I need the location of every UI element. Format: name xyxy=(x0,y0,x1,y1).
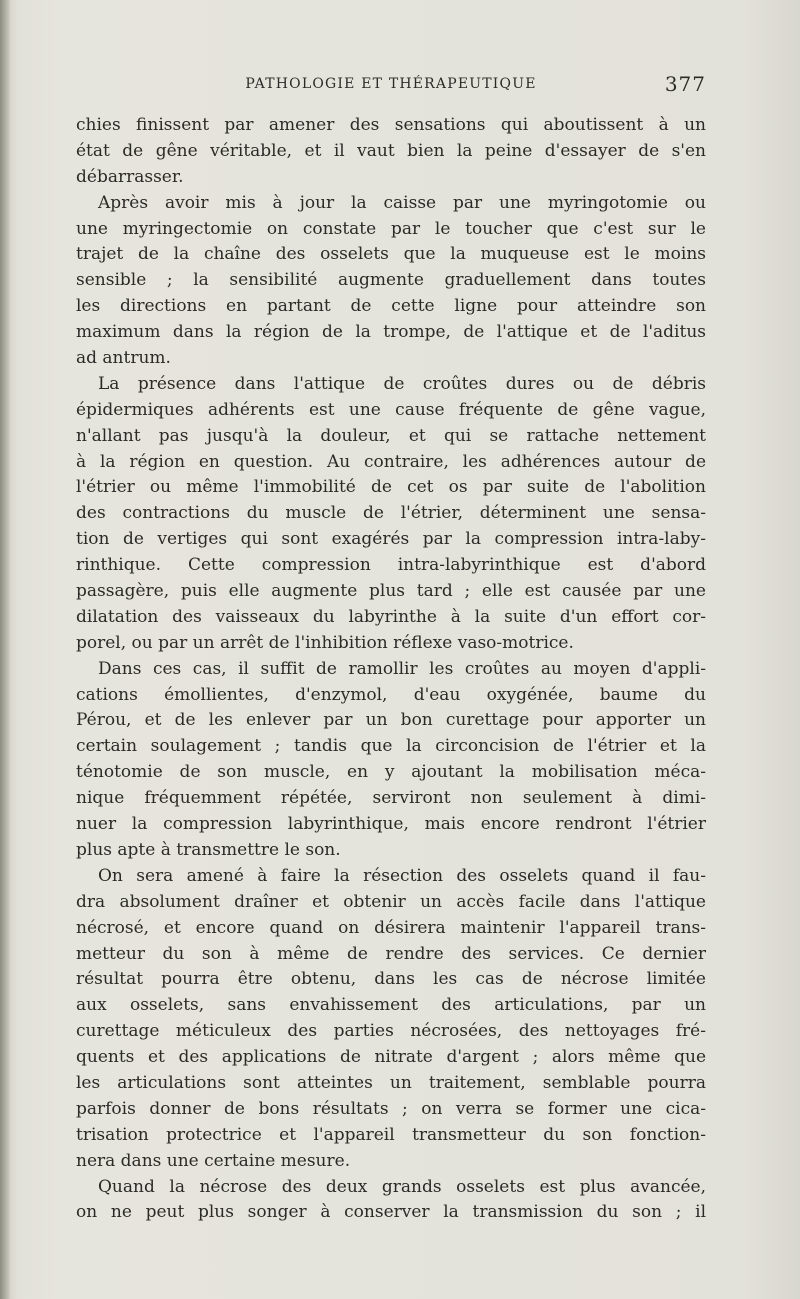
text-line: Pérou, et de les enlever par un bon curettage pour apporter un xyxy=(76,710,706,731)
text-line: débarrasser. xyxy=(76,166,184,187)
text-line: une myringectomie on constate par le toucher que c'est sur le xyxy=(76,218,706,239)
text-line: à la région en question. Au contraire, les adhérences autour de xyxy=(76,451,706,472)
text-line: nécrosé, et encore quand on désirera maintenir l'appareil trans- xyxy=(76,917,706,938)
paragraph xyxy=(76,113,706,191)
text-line: des contractions du muscle de l'étrier, déterminent une sensa- xyxy=(76,503,706,524)
text-line: nera dans une certaine mesure. xyxy=(76,1150,351,1171)
text-line: cations émollientes, d'enzymol, d'eau oxygénée, baume du xyxy=(76,684,706,705)
text-line: On sera amené à faire la résection des osselets quand il fau- xyxy=(98,865,706,886)
text-line: épidermiques adhérents est une cause fréquente de gêne vague, xyxy=(76,399,706,420)
text-line: chies finissent par amener des sensations qui aboutissent à un xyxy=(76,115,706,135)
text-line: ténotomie de son muscle, en y ajoutant la mobilisation méca- xyxy=(76,762,706,783)
paragraph xyxy=(76,864,706,1175)
text-line: La présence dans l'attique de croûtes dures ou de débris xyxy=(98,373,706,394)
running-title: PATHOLOGIE ET THÉRAPEUTIQUE xyxy=(245,76,537,92)
text-line: rinthique. Cette compression intra-labyrinthique est d'abord xyxy=(76,555,706,576)
text-line: plus apte à transmettre le son. xyxy=(76,839,341,860)
text-line: Quand la nécrose des deux grands osselets est plus avancée, xyxy=(98,1176,706,1197)
text-line: état de gêne véritable, et il vaut bien la peine d'essayer de s'en xyxy=(76,140,706,161)
paragraph xyxy=(76,657,706,864)
paragraph xyxy=(76,191,706,372)
text-line: les articulations sont atteintes un traitement, semblable pourra xyxy=(76,1072,706,1093)
text-line: n'allant pas jusqu'à la douleur, et qui se rattache nettement xyxy=(76,425,706,446)
text-line: curettage méticuleux des parties nécrosées, des nettoyages fré- xyxy=(76,1021,706,1042)
text-line: nuer la compression labyrinthique, mais encore rendront l'étrier xyxy=(76,814,706,835)
text-line: Après avoir mis à jour la caisse par une myringotomie ou xyxy=(98,192,706,213)
text-line: on ne peut plus songer à conserver la transmission du son ; il xyxy=(76,1202,706,1223)
text-line: dra absolument draîner et obtenir un accès facile dans l'attique xyxy=(76,891,706,912)
text-line: passagère, puis elle augmente plus tard ; elle est causée par une xyxy=(76,581,706,602)
text-line: certain soulagement ; tandis que la circoncision de l'étrier et la xyxy=(76,736,706,757)
text-line: trisation protectrice et l'appareil transmetteur du son fonction- xyxy=(76,1124,706,1145)
text-line: aux osselets, sans envahissement des articulations, par un xyxy=(76,995,706,1016)
text-line: les directions en partant de cette ligne pour atteindre son xyxy=(76,296,706,317)
page-binding-edge xyxy=(0,0,10,1299)
paragraph xyxy=(76,372,706,657)
text-line: dilatation des vaisseaux du labyrinthe à la suite d'un effort cor- xyxy=(76,606,706,627)
text-line: metteur du son à même de rendre des services. Ce dernier xyxy=(76,943,706,964)
text-line: nique fréquemment répétée, serviront non seulement à dimi- xyxy=(76,788,706,809)
text-line: trajet de la chaîne des osselets que la muqueuse est le moins xyxy=(76,244,706,265)
text-line: Dans ces cas, il suffit de ramollir les croûtes au moyen d'appli- xyxy=(98,658,706,679)
text-line: parfois donner de bons résultats ; on verra se former une cica- xyxy=(76,1098,706,1119)
text-line: maximum dans la région de la trompe, de l'attique et de l'aditus xyxy=(76,322,706,343)
text-line: porel, ou par un arrêt de l'inhibition réflexe vaso-motrice. xyxy=(76,632,574,653)
text-line: sensible ; la sensibilité augmente graduellement dans toutes xyxy=(76,270,706,291)
page-header xyxy=(76,72,706,100)
text-line: l'étrier ou même l'immobilité de cet os par suite de l'abolition xyxy=(76,477,706,498)
paragraph xyxy=(76,1175,706,1227)
text-line: ad antrum. xyxy=(76,348,171,369)
body-text xyxy=(76,113,706,1226)
text-line: tion de vertiges qui sont exagérés par la compression intra-laby- xyxy=(76,529,706,550)
page-number: 377 xyxy=(664,72,706,96)
text-line: quents et des applications de nitrate d'argent ; alors même que xyxy=(76,1047,706,1068)
text-line: résultat pourra être obtenu, dans les cas de nécrose limitée xyxy=(76,969,706,990)
